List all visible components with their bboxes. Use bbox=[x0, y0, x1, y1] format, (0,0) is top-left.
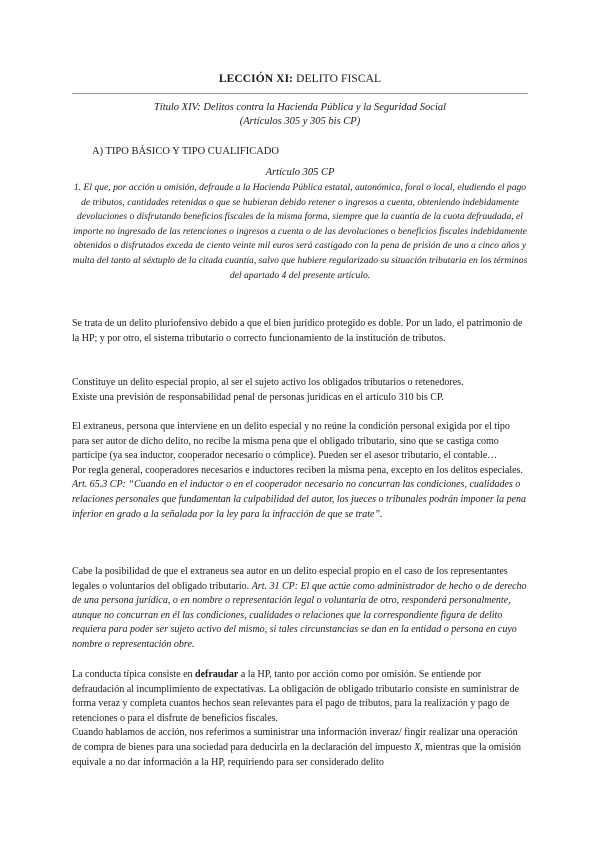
paragraph-defraudar bbox=[72, 668, 528, 726]
paragraph-text: , mientras que la omisión equivale a no dar información a la HP, requiriendo para ser considerado delito bbox=[72, 741, 522, 768]
section-heading: A) TIPO BÁSICO Y TIPO CUALIFICADO bbox=[92, 146, 279, 157]
paragraph-text: La conducta típica consiste en bbox=[72, 669, 196, 680]
paragraph-text: Por regla general, cooperadores necesarios e inductores reciben la misma pena, excepto en los delitos especiales. bbox=[72, 464, 523, 476]
paragraph-text: Cabe la posibilidad de que el extraneus sea autor en un delito especial propio en el caso de los representantes legales o voluntarios del obligado tributario. bbox=[72, 566, 508, 592]
paragraph-conducta-tipica bbox=[72, 668, 528, 770]
paragraph-sujeto-activo bbox=[72, 376, 528, 405]
lesson-subtitle bbox=[72, 101, 528, 128]
quote-art-31: Art. 31 CP: El que actúe como administrador de hecho o de derecho de una persona jurídica, o en nombre o representación legal o voluntaria de otro, responderá personalmente, aunque no concurran en él las condiciones, cualidades o relaciones que la correspondiente figura de delito requiera para poder ser sujeto activo del mismo, si tales circunstancias se dan en la entidad o persona en cuyo nombre o representación obre. bbox=[72, 580, 527, 650]
keyword-defraudar: defraudar bbox=[195, 669, 239, 680]
paragraph-regla-general bbox=[72, 464, 528, 522]
paragraph-line: Existe una previsión de responsabilidad penal de personas jurídicas en el artículo 310 bis CP. bbox=[72, 391, 444, 403]
paragraph-text: Cuando hablamos de acción, nos referimos a suministrar una información inveraz/ fingir realizar una operación de compra de bienes para una sociedad para deducirla en la declaración del impuesto bbox=[72, 727, 518, 753]
subtitle-line-1: Título XIV: Delitos contra la Hacienda Pública y la Seguridad Social bbox=[153, 102, 447, 113]
paragraph-representantes bbox=[72, 565, 528, 653]
paragraph-line: Constituye un delito especial propio, al ser el sujeto activo los obligados tributarios o retenedores. bbox=[72, 377, 464, 388]
impuesto-x: X bbox=[414, 741, 421, 753]
paragraph-accion bbox=[72, 726, 528, 770]
paragraph-extraneus-text: El extraneus, persona que interviene en un delito especial y no reúne la condición personal exigida por el tipo para ser autor de dicho delito, no recibe la misma pena que el obligado tributario, sino que se castiga como partícipe (ya sea inductor, cooperador necesario o cómplice). Pueden ser el asesor tributario, el contable… bbox=[72, 421, 510, 462]
article-title: Artículo 305 CP bbox=[265, 167, 335, 178]
lesson-title bbox=[0, 73, 600, 85]
lesson-title-number: LECCIÓN XI: bbox=[218, 73, 294, 85]
paragraph-bien-juridico: Se trata de un delito pluriofensivo debido a que el bien jurídico protegido es doble. Por un lado, el patrimonio de la HP; y por otro, el sistema tributario o correcto funcionamiento de la institución de tributos. bbox=[72, 318, 523, 344]
lesson-title-text: DELITO FISCAL bbox=[293, 73, 382, 85]
paragraph-extraneus bbox=[72, 420, 528, 522]
title-divider bbox=[72, 93, 528, 94]
subtitle-line-2: (Artículos 305 y 305 bis CP) bbox=[239, 115, 361, 127]
quote-art-65: Art. 65.3 CP: “Cuando en el inductor o en el cooperador necesario no concurran las condiciones, cualidades o relaciones personales que fundamentan la culpabilidad del autor, los jueces o tribunales podrán imponer la pena inferior en grado a la señalada por la ley para la infracción de que se trate”. bbox=[72, 479, 527, 520]
article-text: 1. El que, por acción u omisión, defraude a la Hacienda Pública estatal, autonómica, foral o local, eludiendo el pago de tributos, cantidades retenidas o que se hubieran debido retener o ingresos a cuenta, obteniendo indebidamente devoluciones o disfrutando beneficios fiscales de la misma forma, siempre que la cuantía de la cuota defraudada, el importe no ingresado de las retenciones o ingresos a cuenta o de las devoluciones o beneficios fiscales indebidamente obtenidos o disfrutados exceda de ciento veinte mil euros será castigado con la pena de prisión de uno a cinco años y multa del tanto al séxtuplo de la citada cuantía, salvo que hubiere regularizado su situación tributaria en los términos del apartado 4 del presente artículo. bbox=[72, 182, 528, 281]
paragraph-text: a la HP, tanto por acción como por omisión. Se entiende por defraudación al incumplimiento de expectativas. La obligación de obligado tributario consiste en suministrar de forma veraz y completa cuantos hechos sean relevantes para el pago de tributos, para la realización y pago de retenciones o para el disfrute de beneficios fiscales. bbox=[72, 669, 520, 724]
